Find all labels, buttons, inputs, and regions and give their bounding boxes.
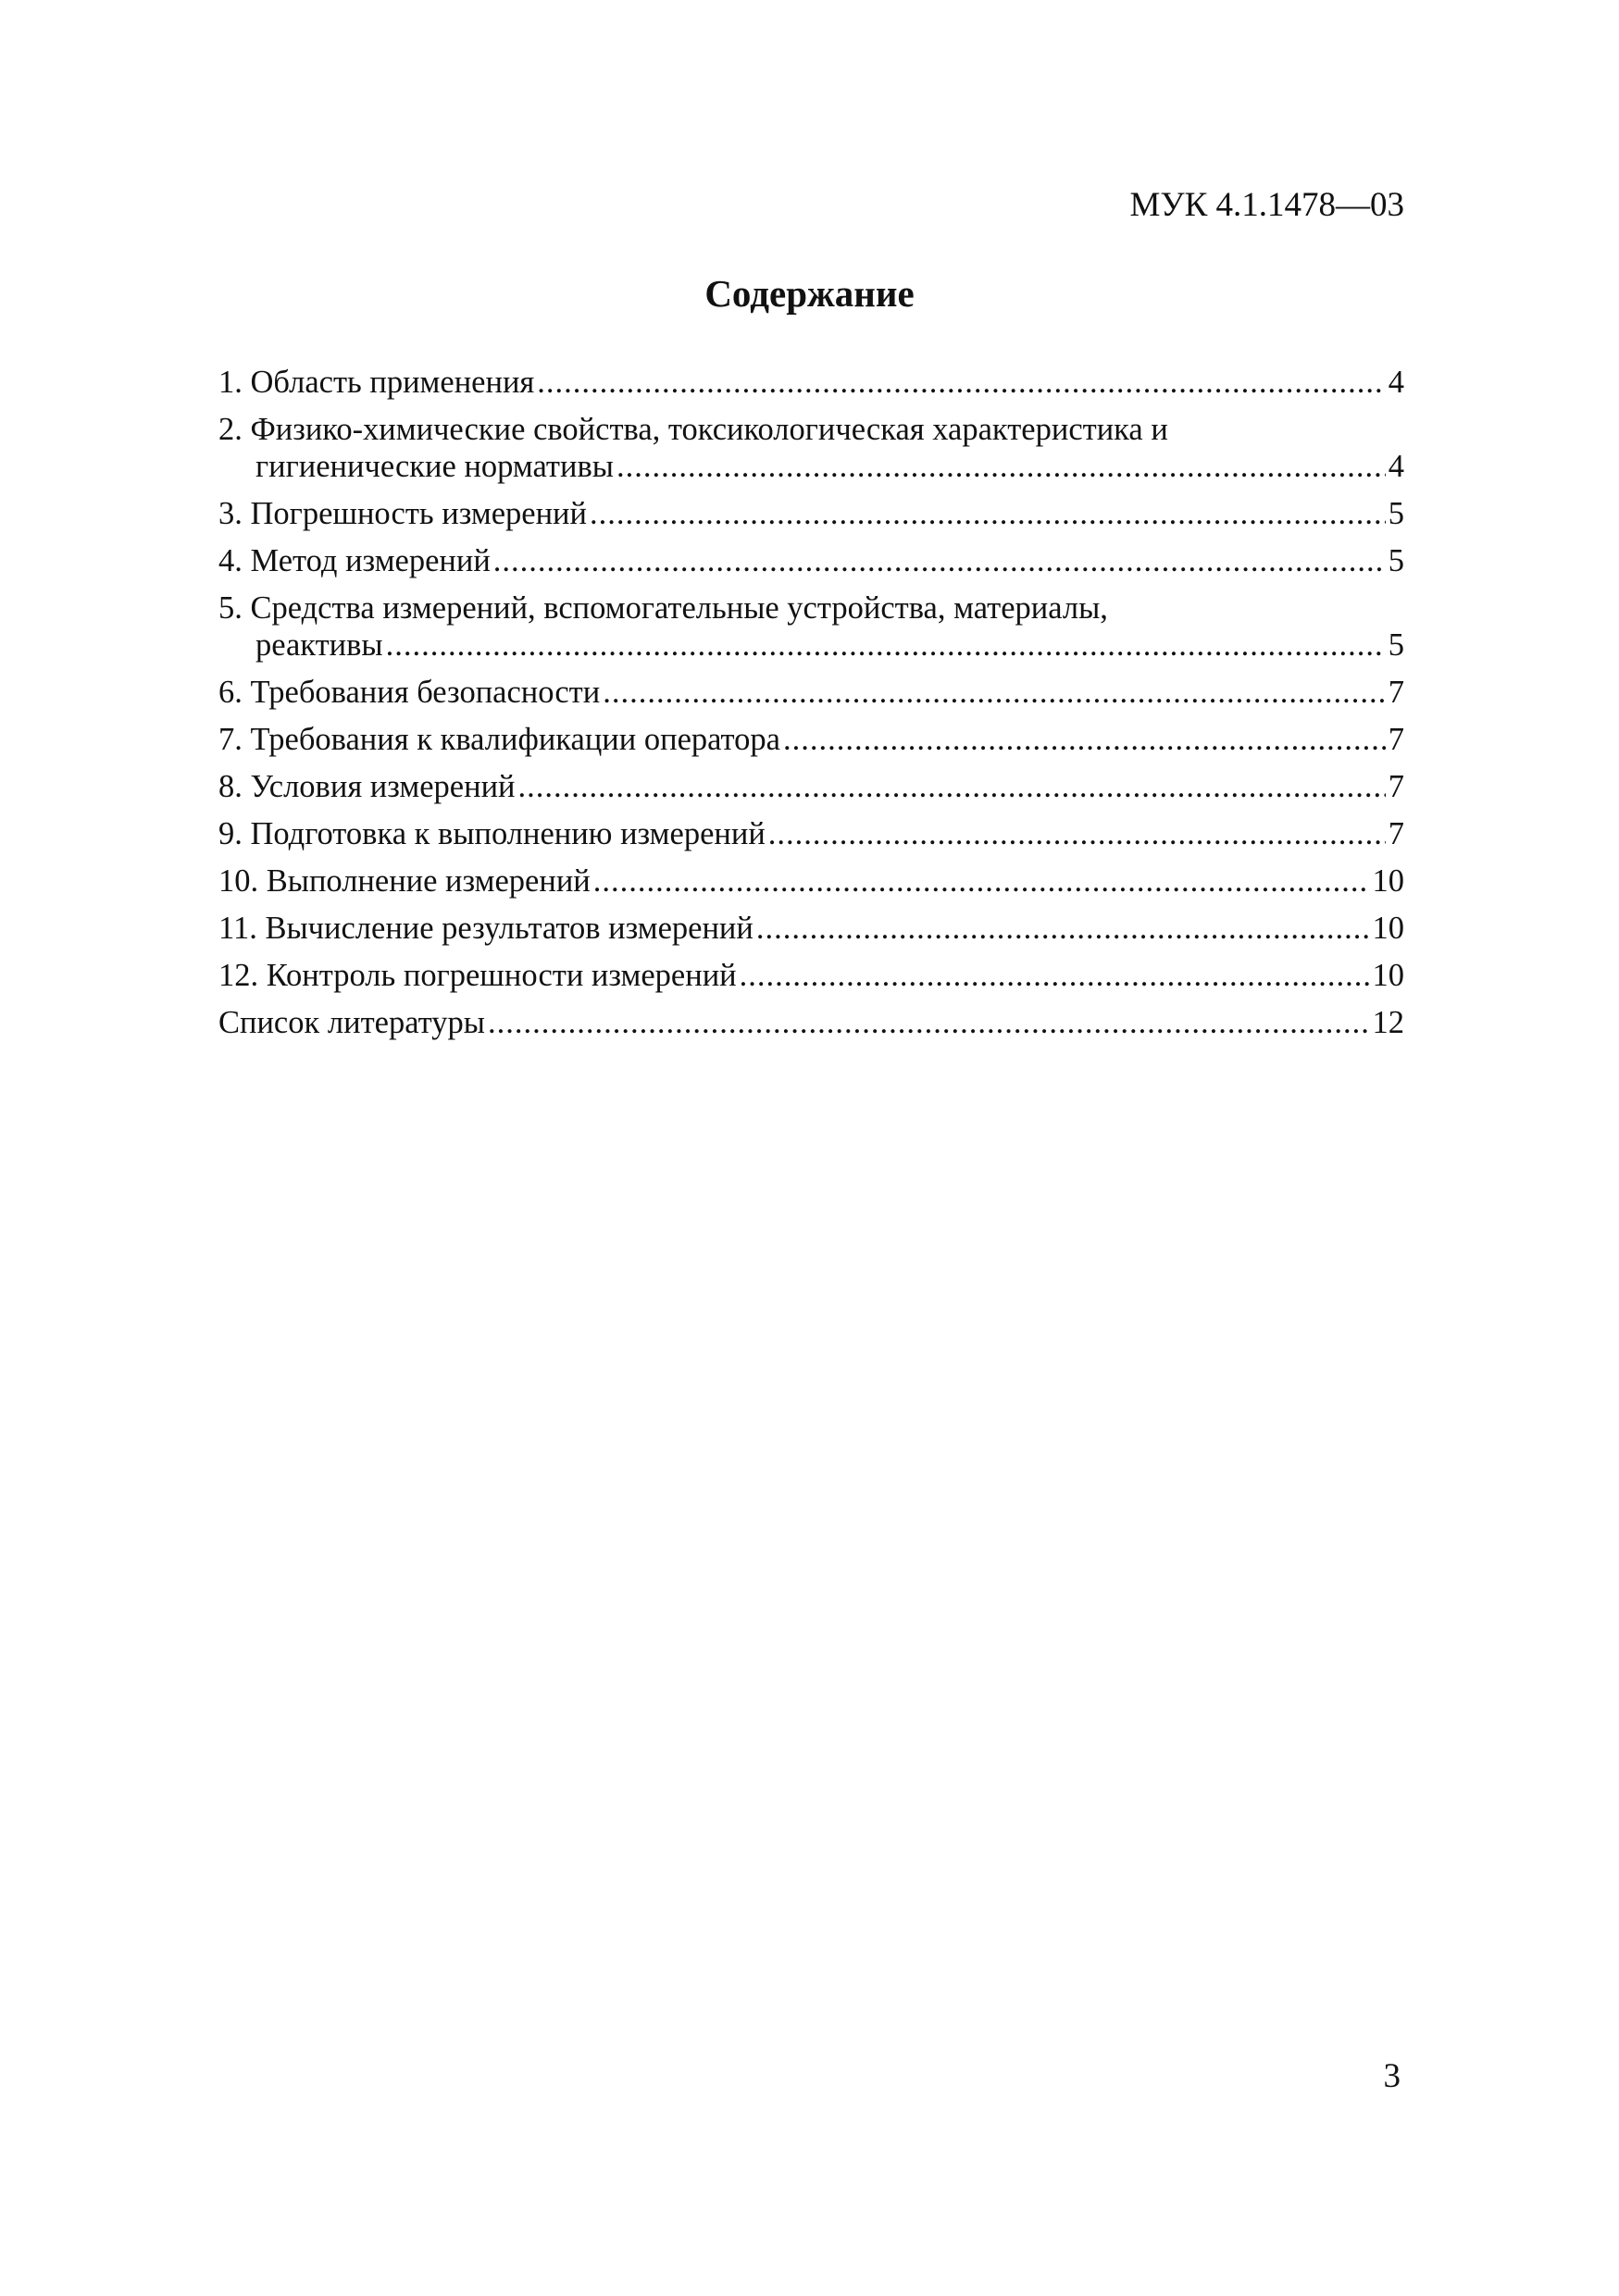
toc-entry-title: 1. Область применения (218, 365, 535, 400)
toc-entry-line (218, 627, 1404, 664)
dot-leader (488, 1004, 1370, 1041)
toc-entry-line (218, 674, 1404, 711)
toc-entry-line (218, 590, 1404, 627)
toc-entry-line (218, 542, 1404, 579)
toc-entry-page: 7 (1388, 816, 1404, 851)
toc-entry-line (218, 1004, 1404, 1041)
toc-entry-line (218, 815, 1404, 852)
toc-title: Содержание (704, 272, 915, 315)
toc-entry-line (218, 863, 1404, 900)
toc-entry-line (218, 768, 1404, 805)
dot-leader (603, 674, 1386, 711)
toc-entry-title: реактивы (255, 627, 383, 663)
toc-entry-page: 10 (1372, 863, 1404, 899)
toc-entry-title: 12. Контроль погрешности измерений (218, 958, 737, 993)
toc-entry[interactable] (218, 815, 1404, 852)
toc-entry[interactable] (218, 364, 1404, 401)
toc-entry-title: 11. Вычисление результатов измерений (218, 911, 753, 946)
toc-entry-title: 4. Метод измерений (218, 543, 491, 578)
toc-entry-title: 9. Подготовка к выполнению измерений (218, 816, 766, 851)
dot-leader (493, 542, 1386, 579)
toc-entry-title: 10. Выполнение измерений (218, 863, 591, 899)
dot-leader (783, 721, 1386, 758)
toc-entry[interactable] (218, 590, 1404, 664)
toc-entry-title: Список литературы (218, 1005, 485, 1040)
toc-entry-line (218, 411, 1404, 448)
toc-entry-page: 4 (1388, 449, 1404, 484)
document-code: МУК 4.1.1478—03 (1129, 186, 1404, 224)
dot-leader (740, 957, 1370, 994)
toc-entry[interactable] (218, 768, 1404, 805)
dot-leader (590, 495, 1386, 532)
toc-entry-line (218, 364, 1404, 401)
toc-entry-title: 3. Погрешность измерений (218, 496, 587, 531)
toc-entry-line (218, 910, 1404, 947)
toc-entry-page: 5 (1388, 543, 1404, 578)
dot-leader (616, 448, 1386, 485)
toc-entry-page: 5 (1388, 627, 1404, 663)
toc-entry-page: 4 (1388, 365, 1404, 400)
toc-entry[interactable] (218, 1004, 1404, 1041)
toc-entry-title: 8. Условия измерений (218, 769, 516, 804)
toc-entry-page: 10 (1372, 911, 1404, 946)
toc-entry-title: 2. Физико-химические свойства, токсикологическая характеристика и (218, 412, 1168, 447)
toc-entry-title: гигиенические нормативы (255, 449, 614, 484)
toc-entry-title: 7. Требования к квалификации оператора (218, 722, 780, 757)
dot-leader (768, 815, 1386, 852)
dot-leader (518, 768, 1386, 805)
toc-entry-line (218, 957, 1404, 994)
toc-entry-title: 5. Средства измерений, вспомогательные устройства, материалы, (218, 590, 1108, 626)
toc-entry-line (218, 495, 1404, 532)
toc-entry-page: 7 (1388, 769, 1404, 804)
toc-entry[interactable] (218, 863, 1404, 900)
toc-entry[interactable] (218, 957, 1404, 994)
toc-entry-page: 12 (1372, 1005, 1404, 1040)
toc-entry[interactable] (218, 495, 1404, 532)
toc-entry[interactable] (218, 910, 1404, 947)
dot-leader (386, 627, 1386, 664)
toc-entry-page: 5 (1388, 496, 1404, 531)
toc-entry-page: 10 (1372, 958, 1404, 993)
toc-entry[interactable] (218, 542, 1404, 579)
toc-entry[interactable] (218, 721, 1404, 758)
toc-entry-title: 6. Требования безопасности (218, 675, 601, 710)
toc-entry-page: 7 (1388, 675, 1404, 710)
table-of-contents (218, 364, 1404, 1051)
dot-leader (756, 910, 1370, 947)
page-number: 3 (1383, 2057, 1401, 2095)
toc-entry-line (218, 721, 1404, 758)
toc-entry-page: 7 (1388, 722, 1404, 757)
dot-leader (537, 364, 1385, 401)
toc-entry[interactable] (218, 411, 1404, 485)
toc-entry[interactable] (218, 674, 1404, 711)
toc-entry-line (218, 448, 1404, 485)
dot-leader (593, 863, 1370, 900)
